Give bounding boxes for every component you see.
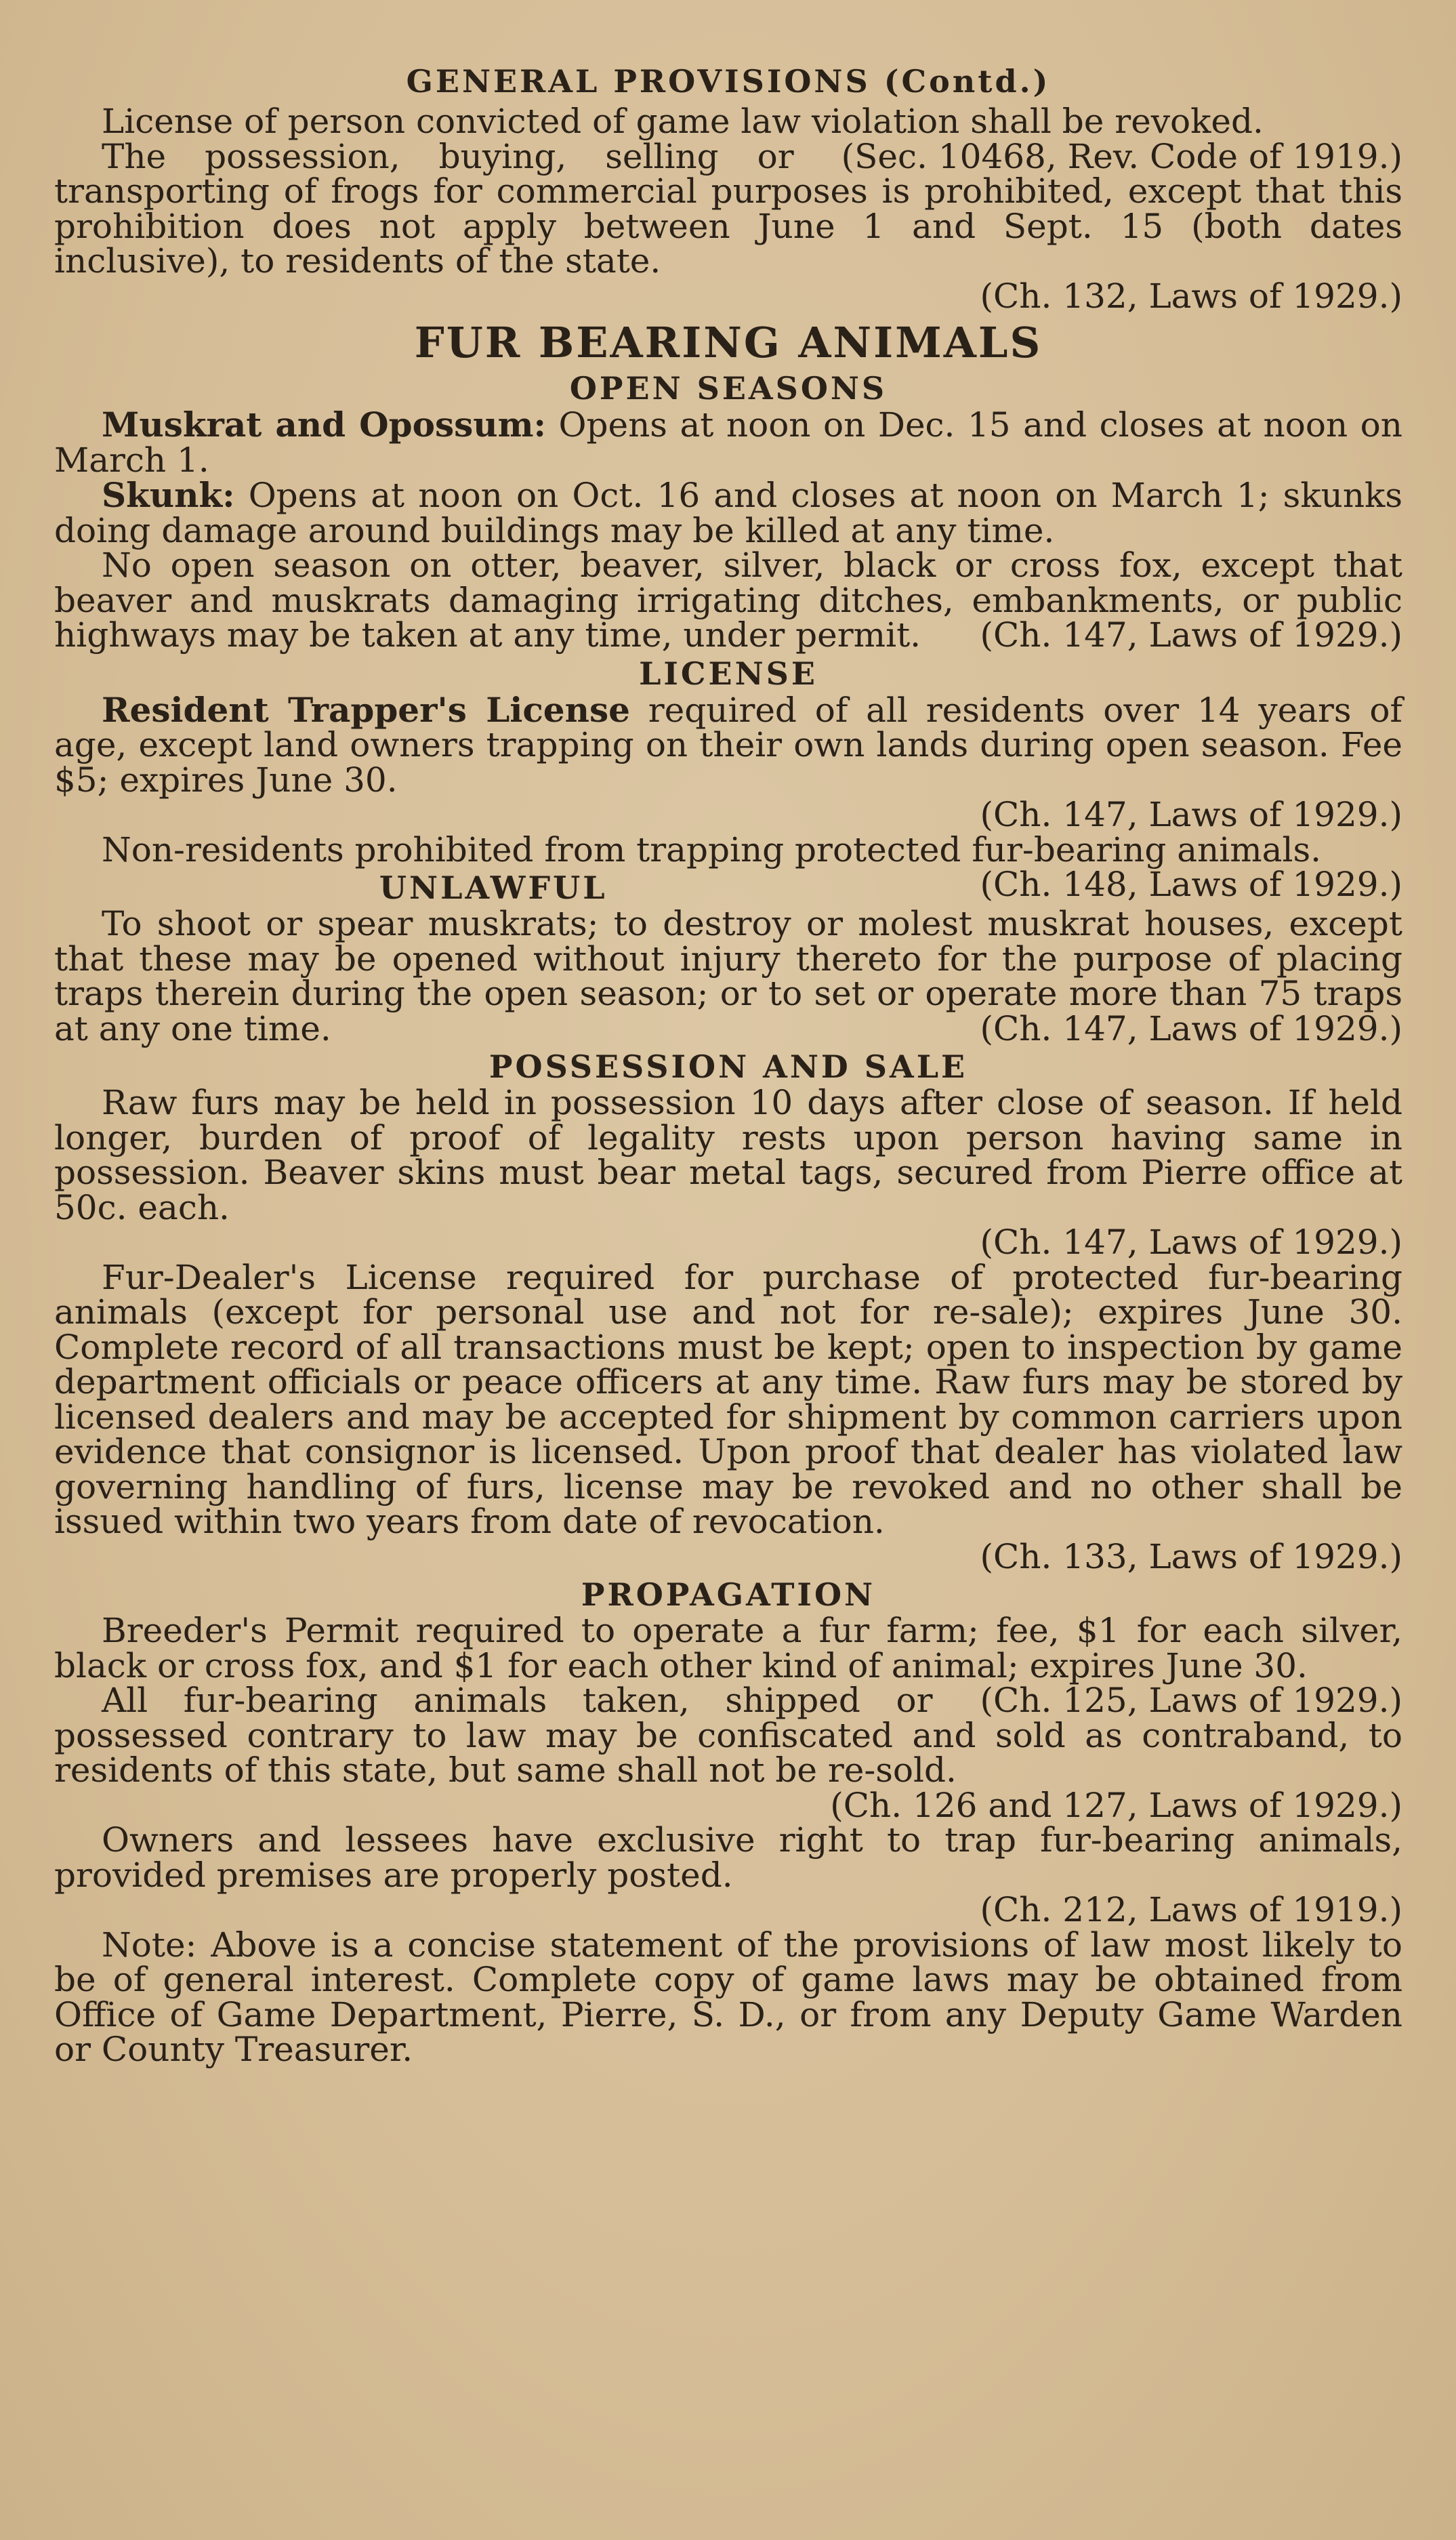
paragraph-breeder [54,1611,1402,1720]
citation: (Ch. 147, Laws of 1929.) [980,795,1402,834]
paragraph-no-open-season [54,548,1402,653]
general-provisions-heading: GENERAL PROVISIONS (Contd.) [406,63,1051,100]
paragraph-text: Non-residents prohibited from trapping protected fur-bearing animals. [102,829,1321,869]
paragraph-text: Opens at noon on Oct. 16 and closes at noon on March 1; skunks doing damage around buildings may be killed at any time. [54,476,1402,550]
citation: (Ch. 147, Laws of 1929.) [980,1008,1402,1048]
citation: (Ch. 126 and 127, Laws of 1929.) [830,1785,1402,1825]
paragraph-text: Breeder's Permit required to operate a fur farm; fee, $1 for each silver, black or cross fox, and $1 for each other kind of animal; expires June 30. [54,1611,1402,1685]
possession-sale-heading: POSSESSION AND SALE [488,1048,968,1085]
paragraph-muskrat [54,407,1402,478]
paragraph-text: License of person convicted of game law violation shall be revoked. [102,102,1264,141]
citation: (Ch. 212, Laws of 1919.) [980,1890,1402,1929]
license-heading: LICENSE [639,655,818,692]
paragraph-unlawful [54,904,1402,1048]
paragraph-text: required of all residents over 14 years of age, except land owners trapping on their own lands during open season. Fee $5; expires June 30. [54,690,1402,800]
citation: (Ch. 148, Laws of 1929.) [980,865,1402,904]
paragraph-fur-dealer [54,1257,1402,1541]
paragraph-text: Owners and lessees have exclusive right to trap fur-bearing animals, provided premises are properly posted. [54,1820,1402,1895]
paragraph-text: Note: Above is a concise statement of the provisions of law most likely to be of general interest. Complete copy of game laws may be obtained from Office of Game Department, Pierre, S. D., or from any Deputy Game Warden or County Treasurer. [54,1925,1402,2069]
open-seasons-heading: OPEN SEASONS [569,370,888,407]
paragraph-text: Fur-Dealer's License required for purchase of protected fur-bearing animals (except for personal use and not for re-sale); expires June 30. Complete record of all transactions must be kept; open to inspection by game department officials or peace officers at any time. Raw furs may be stored by licensed dealers and may be accepted for shipment by common carriers upon evidence that consignor is licensed. Upon proof that dealer has violated law governing handling of furs, license may be revoked and no other shall be issued within two years from date of revocation. [54,1257,1402,1541]
paragraph-text: Opens at noon on Dec. 15 and closes at noon on March 1. [54,405,1402,480]
paragraph-text: All fur-bearing animals taken, shipped or possessed contrary to law may be confiscated and sold as contraband, to residents of this state, but same shall not be re-sold. [54,1681,1402,1790]
citation: (Ch. 147, Laws of 1929.) [980,615,1402,655]
document-page [54,61,1402,2068]
paragraph-lead: Resident Trapper's License [102,689,630,730]
paragraph-text: To shoot or spear muskrats; to destroy or molest muskrat houses, except that these may be opened without injury thereto for the purpose of placing traps therein during the open season; or to set or operate more than 75 traps at any one time. [54,904,1402,1048]
paragraph-lead: Muskrat and Opossum: [102,405,546,445]
unlawful-heading: UNLAWFUL [379,869,608,906]
paragraph-text: The possession, buying, selling or transporting of frogs for commercial purposes is prohibited, except that this prohibition does not apply between June 1 and Sept. 15 (both dates inclusive), to residents of the state. [54,136,1402,281]
citation: (Ch. 125, Laws of 1929.) [980,1681,1402,1720]
propagation-heading: PROPAGATION [581,1576,876,1613]
paragraph-text: No open season on otter, beaver, silver, black or cross fox, except that beaver and muskrats damaging irrigating ditches, embankments, or public highways may be taken at any time, under permit. [54,546,1402,655]
citation: (Sec. 10468, Rev. Code of 1919.) [841,136,1402,176]
citation: (Ch. 133, Laws of 1929.) [980,1536,1402,1576]
paragraph-skunk [54,475,1402,550]
paragraph-owners [54,1820,1402,1895]
paragraph-note [54,1925,1402,2069]
citation: (Ch. 132, Laws of 1929.) [980,276,1402,316]
fur-bearing-heading: FUR BEARING ANIMALS [414,318,1043,367]
paragraph-text: Raw furs may be held in possession 10 days after close of season. If held longer, burden of proof of legality rests upon person having same in possession. Beaver skins must bear metal tags, secured from Pierre office at 50c. each. [54,1083,1402,1227]
paragraph-lead: Skunk: [102,475,235,515]
citation: (Ch. 147, Laws of 1929.) [980,1223,1402,1262]
paragraph-resident-trapper [54,689,1402,800]
paragraph-license-revoked [54,102,1402,176]
paragraph-raw-furs [54,1083,1402,1227]
